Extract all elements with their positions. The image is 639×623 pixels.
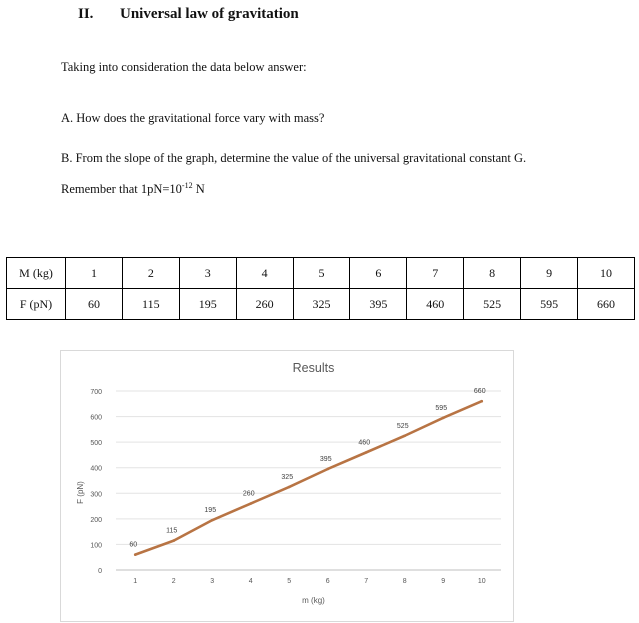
x-tick-label: 10	[477, 578, 486, 585]
x-axis-label: m (kg)	[302, 596, 325, 605]
x-tick-label: 2	[171, 578, 176, 585]
force-cell: 115	[122, 289, 179, 320]
data-point	[442, 417, 445, 420]
mass-cell: 1	[66, 258, 123, 289]
reminder-text	[61, 181, 205, 197]
force-cell: 660	[578, 289, 635, 320]
data-label: 660	[473, 388, 486, 396]
force-cell: 460	[407, 289, 464, 320]
data-label: 325	[281, 473, 294, 481]
data-table	[6, 257, 635, 320]
data-label: 195	[204, 507, 217, 515]
data-label: 115	[166, 527, 178, 535]
force-cell: 325	[293, 289, 350, 320]
y-tick-label: 300	[90, 491, 102, 499]
mass-header: M (kg)	[7, 258, 66, 289]
chart-title: Results	[292, 361, 335, 375]
intro-text: Taking into consideration the data below answer:	[61, 60, 307, 74]
force-row	[7, 289, 635, 320]
data-label: 525	[396, 422, 409, 430]
y-tick-label: 0	[98, 568, 102, 575]
mass-cell: 6	[350, 258, 407, 289]
mass-cell: 10	[578, 258, 635, 289]
force-header: F (pN)	[7, 289, 66, 320]
mass-row	[7, 258, 635, 289]
mass-cell: 2	[122, 258, 179, 289]
x-tick-label: 3	[210, 578, 215, 585]
data-point	[211, 519, 214, 522]
data-point	[480, 400, 483, 403]
y-tick-label: 200	[90, 516, 102, 524]
x-tick-label: 1	[133, 578, 138, 585]
x-tick-label: 9	[441, 578, 446, 585]
data-point	[326, 468, 329, 471]
mass-cell: 7	[407, 258, 464, 289]
series-line	[135, 401, 482, 554]
mass-cell: 5	[293, 258, 350, 289]
section-heading	[78, 6, 299, 23]
question-b: B. From the slope of the graph, determine the value of the universal gravitational constant G.	[61, 151, 527, 165]
x-tick-label: 5	[287, 578, 292, 585]
data-label: 260	[242, 490, 255, 498]
y-tick-label: 700	[90, 389, 102, 396]
mass-cell: 4	[236, 258, 293, 289]
mass-cell: 8	[464, 258, 521, 289]
mass-cell: 9	[521, 258, 578, 289]
section-title: Universal law of gravitation	[120, 6, 299, 22]
reminder-suffix: N	[192, 182, 205, 197]
data-label: 395	[319, 455, 332, 463]
reminder-exponent: -12	[181, 181, 193, 190]
data-label: 595	[435, 404, 448, 412]
data-point	[365, 451, 368, 454]
y-tick-label: 500	[90, 440, 102, 448]
y-axis-label: F (pN)	[76, 481, 85, 504]
mass-cell: 3	[179, 258, 236, 289]
y-tick-label: 100	[90, 542, 102, 550]
y-tick-label: 400	[90, 465, 102, 473]
force-cell: 525	[464, 289, 521, 320]
x-tick-label: 6	[325, 578, 330, 585]
question-a: A. How does the gravitational force vary with mass?	[61, 111, 325, 125]
force-cell: 260	[236, 289, 293, 320]
results-chart	[60, 350, 514, 622]
y-tick-label: 600	[90, 414, 102, 422]
reminder-prefix: Remember that 1pN=10	[61, 182, 182, 197]
data-point	[172, 539, 175, 542]
data-point	[249, 502, 252, 505]
section-numeral: II.	[78, 6, 94, 22]
data-point	[288, 486, 291, 489]
data-point	[134, 553, 137, 556]
data-label: 60	[129, 541, 138, 549]
force-cell: 195	[179, 289, 236, 320]
force-cell: 395	[350, 289, 407, 320]
x-tick-label: 4	[248, 578, 253, 585]
data-label: 460	[358, 439, 371, 447]
data-point	[403, 434, 406, 437]
chart-svg	[61, 351, 513, 621]
force-cell: 595	[521, 289, 578, 320]
x-tick-label: 8	[402, 578, 407, 585]
x-tick-label: 7	[364, 578, 369, 585]
force-cell: 60	[66, 289, 123, 320]
